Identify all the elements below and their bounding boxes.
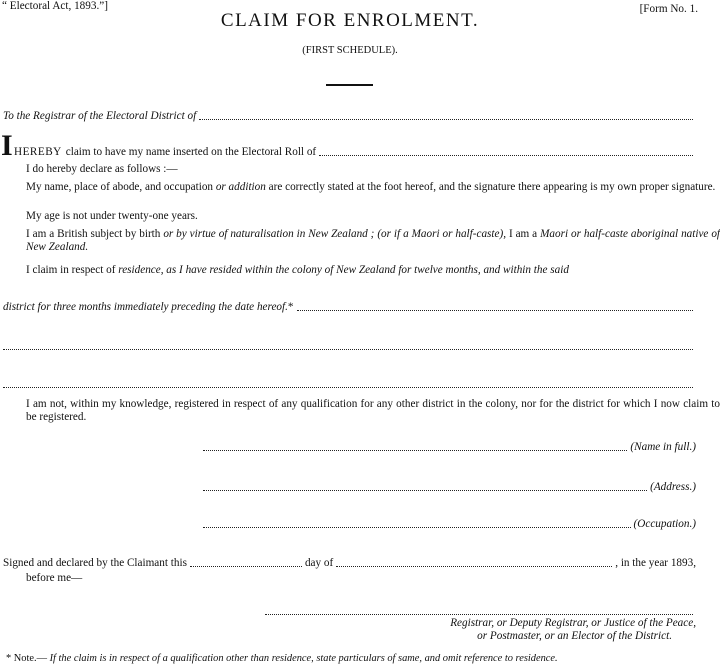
declaration-not-registered: I am not, within my knowledge, registered in respect of any qualification for any other district in the colony, nor for the district for which I now claim to be registered. bbox=[26, 398, 720, 424]
district-period-text: district for three months immediately preceding the date hereof. bbox=[3, 301, 288, 313]
blank-line-2 bbox=[3, 379, 696, 391]
occupation-line: (Occupation.) bbox=[203, 518, 696, 531]
name-line: (Name in full.) bbox=[203, 441, 696, 454]
declaration-subject: I am a British subject by birth or by virtue of naturalisation in New Zealand ; (or if a Maori or half-caste), I am a Maori or half-caste aboriginal native of New Zealand. bbox=[26, 228, 720, 254]
residence-particulars-field-1[interactable] bbox=[297, 310, 693, 311]
blank-line-1 bbox=[3, 341, 696, 353]
schedule-label: (FIRST SCHEDULE). bbox=[302, 45, 398, 56]
declaration-residence: I claim in respect of residence, as I have resided within the colony of New Zealand for twelve months, and within the said bbox=[26, 264, 569, 276]
witness-signature-field[interactable] bbox=[265, 614, 693, 615]
declaration-age: My age is not under twenty-one years. bbox=[26, 210, 198, 222]
signed-day-field[interactable] bbox=[190, 566, 302, 567]
address-field[interactable] bbox=[203, 490, 647, 491]
hereby-text: claim to have my name inserted on the Electoral Roll of bbox=[65, 146, 317, 158]
signed-line: Signed and declared by the Claimant this day of , in the year 1893, bbox=[3, 557, 696, 569]
address-line: (Address.) bbox=[203, 481, 696, 494]
addressee-text: To the Registrar of the Electoral District of bbox=[3, 110, 197, 122]
title-divider bbox=[326, 84, 373, 86]
registrar-line bbox=[3, 110, 696, 123]
act-reference: “ Electoral Act, 1893.”] bbox=[2, 0, 108, 12]
page-title: CLAIM FOR ENROLMENT. bbox=[220, 10, 480, 31]
witness-roles-1: Registrar, or Deputy Registrar, or Justice of the Peace, bbox=[450, 617, 696, 629]
form-number: [Form No. 1. bbox=[639, 3, 698, 15]
signed-month-field[interactable] bbox=[336, 566, 612, 567]
district-field[interactable] bbox=[199, 119, 693, 120]
hereby-lead: HEREBY bbox=[14, 146, 62, 158]
before-me-text: before me— bbox=[26, 572, 83, 584]
hereby-line bbox=[14, 146, 696, 159]
declaration-name-abode: My name, place of abode, and occupation or addition are correctly stated at the foot hereof, and the signature there appearing is my own proper signature. bbox=[26, 181, 716, 193]
name-field[interactable] bbox=[203, 450, 627, 451]
residence-particulars-field-2[interactable] bbox=[3, 349, 693, 350]
witness-roles-2: or Postmaster, or an Elector of the District. bbox=[477, 630, 672, 642]
footnote: * Note.— If the claim is in respect of a qualification other than residence, state particulars of same, and omit reference to residence. bbox=[6, 653, 558, 664]
declare-text: I do hereby declare as follows :— bbox=[26, 163, 178, 175]
occupation-field[interactable] bbox=[203, 527, 631, 528]
electoral-roll-field[interactable] bbox=[319, 155, 693, 156]
drop-cap: I bbox=[1, 129, 13, 162]
district-period-line: district for three months immediately preceding the date hereof. * bbox=[3, 301, 696, 314]
residence-particulars-field-3[interactable] bbox=[3, 387, 693, 388]
